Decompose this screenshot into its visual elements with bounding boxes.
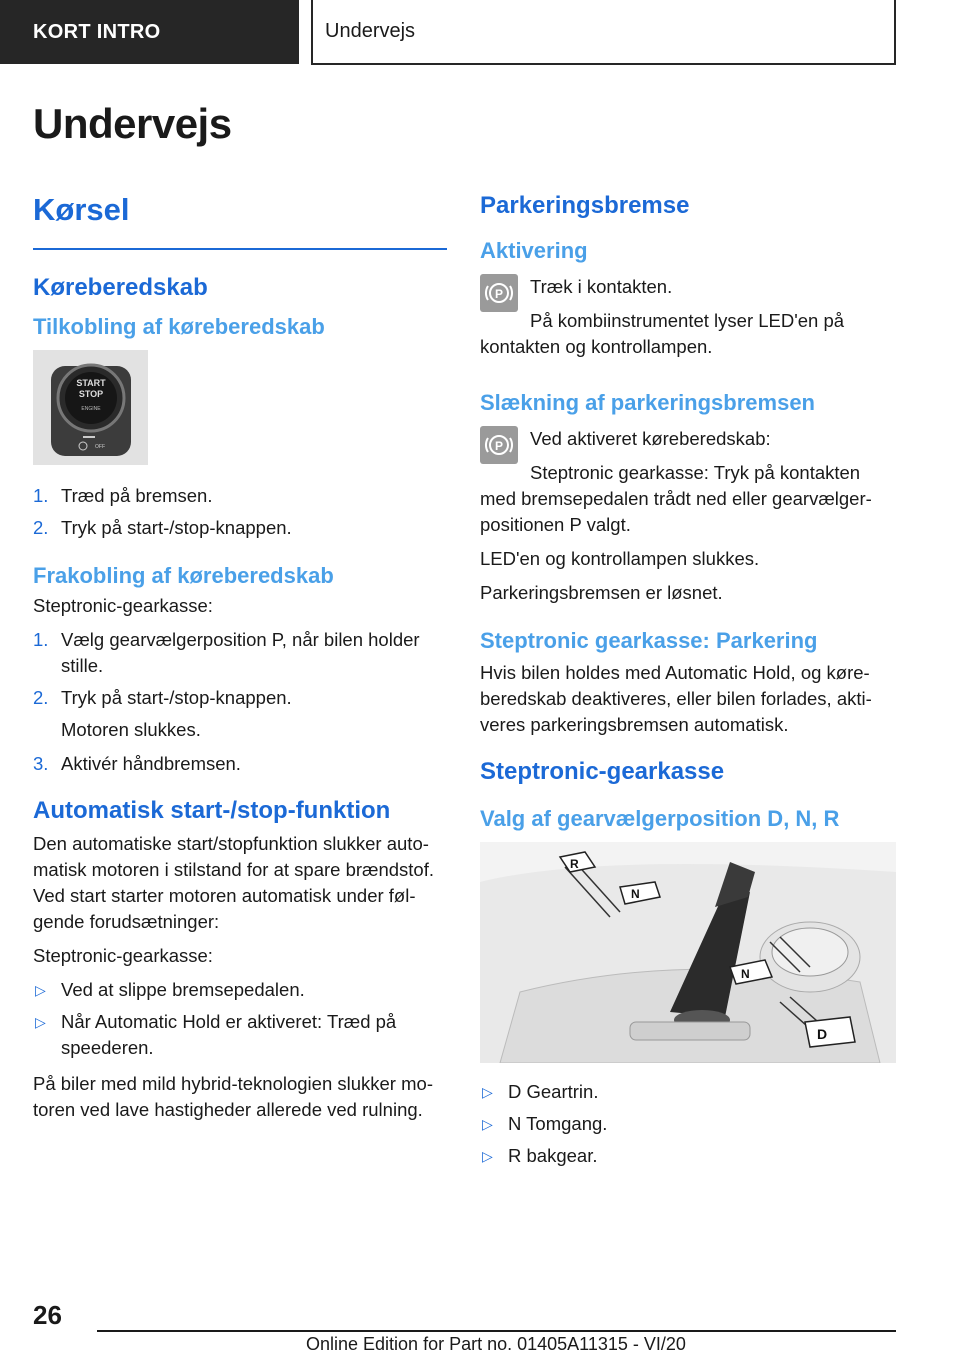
heading-parkeringsbremse: Parkeringsbremse — [480, 192, 690, 219]
list-item: 1. Træd på bremsen. — [33, 485, 213, 506]
triangle-bullet-icon: ▷ — [482, 1148, 493, 1164]
parking-brake-icon — [480, 426, 518, 464]
aktivering-p2: På kombiinstrumentet lyser LED'en på kontakten og kontrollampen. — [480, 310, 845, 357]
auto-paragraph-1: Den automatiske start/stopfunktion slukker automatisk motoren i stilstand for at spare brændstof. Ved start starter motoren automatisk under følgende forudsætninger: — [33, 833, 435, 932]
heading-frakobling: Frakobling af køreberedskab — [33, 563, 334, 588]
header-chapter-tab — [311, 0, 896, 65]
header-chapter-label: Undervejs — [325, 20, 416, 42]
list-item: ▷ D Geartrin. — [480, 1079, 896, 1105]
aktivering-p1: Træk i kontakten. — [530, 276, 673, 297]
list-item: 3. Aktivér håndbremsen. — [33, 753, 241, 774]
tilkobling-list — [33, 483, 447, 541]
list-item: ▷ Ved at slippe bremsepedalen. — [33, 977, 447, 1003]
slaekning-p3: LED'en og kontrollampen slukkes. — [480, 548, 760, 569]
triangle-bullet-icon: ▷ — [482, 1084, 493, 1100]
heading-koreberedskab: Køreberedskab — [33, 274, 208, 301]
slaekning-p1: Ved aktiveret køreberedskab: — [530, 428, 771, 449]
frakobling-sub: Motoren slukkes. — [61, 719, 201, 740]
heading-slaekning: Slækning af parkeringsbremsen — [480, 390, 815, 415]
frakobling-intro: Steptronic-gearkasse: — [33, 595, 213, 616]
start-label: START — [76, 378, 106, 388]
frakobling-list — [33, 627, 447, 711]
header-section-label: KORT INTRO — [33, 20, 161, 43]
svg-text:P: P — [494, 439, 504, 453]
gear-selector-illustration-icon — [480, 842, 896, 1063]
heading-valg-gear: Valg af gearvælgerposition D, N, R — [480, 806, 840, 831]
auto-paragraph-2: Steptronic-gearkasse: — [33, 945, 213, 966]
triangle-bullet-icon: ▷ — [35, 1014, 46, 1030]
auto-bullet-list — [33, 977, 447, 1061]
slaekning-p2: Steptronic gearkasse: Tryk på kontakten med bremsepedalen trådt ned eller gearvælgerpositionen P valgt. — [480, 462, 872, 535]
gear-label-n-lower: N — [741, 967, 750, 981]
gear-selector-image — [480, 842, 896, 1063]
off-label: OFF — [95, 444, 105, 450]
frakobling-list-cont — [33, 751, 447, 777]
heading-aktivering: Aktivering — [480, 238, 588, 263]
list-item: 2. Tryk på start-/stop-knappen. — [33, 517, 292, 538]
heading-steptronic-gearkasse: Steptronic-gearkasse — [480, 758, 725, 785]
triangle-bullet-icon: ▷ — [35, 982, 46, 998]
start-stop-button-icon — [33, 350, 148, 465]
gear-bullet-list — [480, 1079, 896, 1169]
footer-edition: Online Edition for Part no. 01405A11315 - VI/20 — [306, 1334, 686, 1354]
steptronic-parkering-p1: Hvis bilen holdes med Automatic Hold, og køreberedskab deaktiveres, eller bilen forlades, aktiveres parkeringsbremsen automatisk. — [480, 662, 872, 735]
list-item: 1. Vælg gearvælgerposition P, når bilen holder stille. — [33, 629, 420, 676]
section-rule — [33, 248, 447, 250]
gear-label-r: R — [570, 857, 579, 871]
start-stop-button-image — [33, 350, 148, 465]
triangle-bullet-icon: ▷ — [482, 1116, 493, 1132]
gear-label-n-upper: N — [631, 887, 640, 901]
heading-tilkobling: Tilkobling af køreberedskab — [33, 314, 325, 339]
gear-label-d: D — [817, 1026, 828, 1042]
engine-label: ENGINE — [81, 406, 101, 412]
list-item: ▷ N Tomgang. — [480, 1111, 896, 1137]
right-column — [480, 192, 896, 1179]
slaekning-p4: Parkeringsbremsen er løsnet. — [480, 582, 723, 603]
page-number: 26 — [33, 1300, 62, 1330]
footer-rule — [97, 1330, 896, 1332]
page-title: Undervejs — [33, 100, 232, 147]
auto-paragraph-3: På biler med mild hybrid-teknologien slukker motoren ved lave hastigheder allerede ved rulning. — [33, 1073, 433, 1120]
parking-brake-icon — [480, 274, 518, 312]
list-item: 2. Tryk på start-/stop-knappen. — [33, 687, 292, 708]
svg-text:P: P — [494, 287, 504, 301]
heading-steptronic-parkering: Steptronic gearkasse: Parkering — [480, 628, 818, 653]
list-item: ▷ Når Automatic Hold er aktiveret: Træd på speederen. — [35, 1011, 397, 1058]
left-column — [33, 192, 447, 1131]
list-item: ▷ R bakgear. — [480, 1143, 896, 1169]
stop-label: STOP — [78, 389, 104, 399]
heading-korsel: Kørsel — [33, 192, 130, 227]
heading-auto-start-stop: Automatisk start-/stop-funktion — [33, 797, 391, 824]
header-section-tab — [0, 0, 299, 64]
